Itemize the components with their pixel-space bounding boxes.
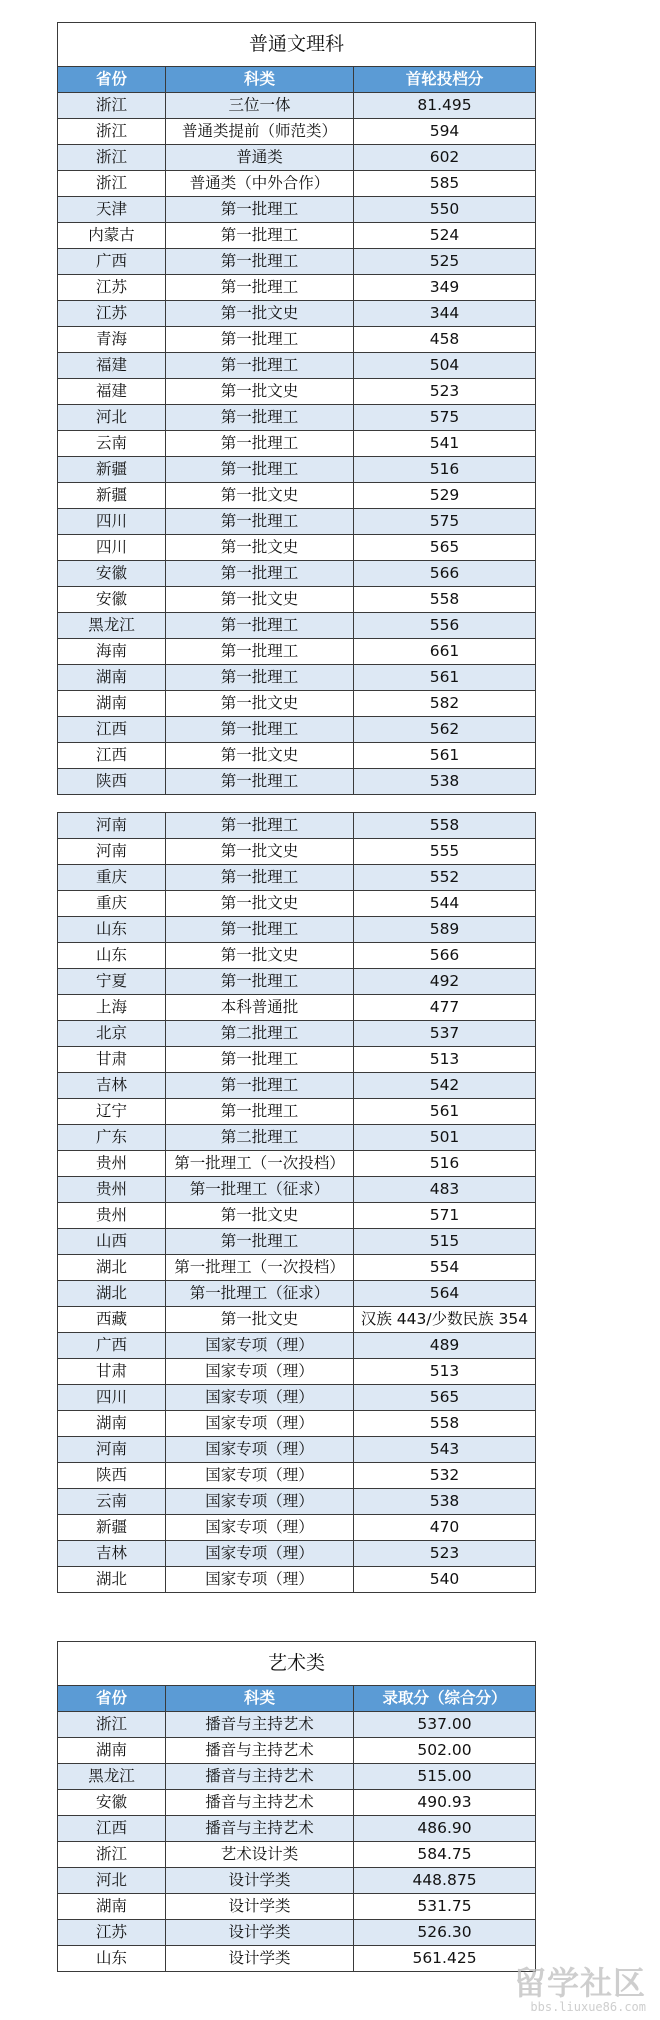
art-admission-table — [57, 1641, 535, 1972]
table-row — [58, 865, 536, 891]
cell-province: 吉林 — [58, 1541, 166, 1567]
cell-score: 556 — [354, 613, 536, 639]
table-row — [58, 1489, 536, 1515]
cell-category: 第一批文史 — [166, 535, 354, 561]
cell-category: 第一批理工 — [166, 249, 354, 275]
cell-score: 542 — [354, 1073, 536, 1099]
cell-province: 福建 — [58, 379, 166, 405]
cell-category: 普通类 — [166, 145, 354, 171]
cell-category: 第一批理工（一次投档） — [166, 1255, 354, 1281]
table-row — [58, 1738, 536, 1764]
table-row — [58, 769, 536, 795]
cell-province: 黑龙江 — [58, 1764, 166, 1790]
cell-province: 安徽 — [58, 1790, 166, 1816]
cell-score: 594 — [354, 119, 536, 145]
cell-category: 本科普通批 — [166, 995, 354, 1021]
table-row — [58, 1764, 536, 1790]
cell-category: 国家专项（理） — [166, 1515, 354, 1541]
cell-category: 第一批文史 — [166, 1203, 354, 1229]
cell-category: 艺术设计类 — [166, 1842, 354, 1868]
cell-category: 第一批理工（征求） — [166, 1177, 354, 1203]
cell-category: 第一批文史 — [166, 301, 354, 327]
table-row — [58, 1073, 536, 1099]
table-row — [58, 405, 536, 431]
table-row — [58, 717, 536, 743]
table-row — [58, 1229, 536, 1255]
table-row — [58, 665, 536, 691]
cell-score: 558 — [354, 1411, 536, 1437]
cell-score: 81.495 — [354, 93, 536, 119]
table-row — [58, 1437, 536, 1463]
table-row — [58, 587, 536, 613]
table-title: 普通文理科 — [58, 23, 536, 67]
cell-score: 504 — [354, 353, 536, 379]
cell-province: 湖南 — [58, 665, 166, 691]
cell-score: 558 — [354, 813, 536, 839]
cell-score: 575 — [354, 509, 536, 535]
cell-province: 贵州 — [58, 1177, 166, 1203]
cell-score: 532 — [354, 1463, 536, 1489]
table-title: 艺术类 — [58, 1642, 536, 1686]
cell-province: 陕西 — [58, 1463, 166, 1489]
table-row — [58, 1411, 536, 1437]
cell-score: 492 — [354, 969, 536, 995]
table-row — [58, 943, 536, 969]
table-row — [58, 917, 536, 943]
table-row — [58, 1359, 536, 1385]
cell-category: 第一批文史 — [166, 943, 354, 969]
table-title-row — [58, 23, 536, 67]
cell-score: 540 — [354, 1567, 536, 1593]
cell-province: 陕西 — [58, 769, 166, 795]
cell-score: 516 — [354, 457, 536, 483]
cell-province: 河南 — [58, 1437, 166, 1463]
cell-score: 537.00 — [354, 1712, 536, 1738]
cell-province: 甘肃 — [58, 1047, 166, 1073]
cell-category: 播音与主持艺术 — [166, 1712, 354, 1738]
cell-score: 525 — [354, 249, 536, 275]
cell-category: 第一批理工 — [166, 1099, 354, 1125]
column-header-category: 科类 — [166, 1686, 354, 1712]
cell-province: 福建 — [58, 353, 166, 379]
table-row — [58, 301, 536, 327]
table-row — [58, 1946, 536, 1972]
table-row — [58, 1920, 536, 1946]
cell-category: 第一批文史 — [166, 587, 354, 613]
table-row — [58, 1307, 536, 1333]
cell-category: 第一批理工 — [166, 327, 354, 353]
cell-province: 四川 — [58, 509, 166, 535]
table-row — [58, 1868, 536, 1894]
cell-province: 浙江 — [58, 145, 166, 171]
cell-province: 湖南 — [58, 691, 166, 717]
cell-category: 国家专项（理） — [166, 1385, 354, 1411]
cell-province: 江苏 — [58, 275, 166, 301]
cell-province: 河南 — [58, 813, 166, 839]
cell-score: 561.425 — [354, 1946, 536, 1972]
table-row — [58, 1203, 536, 1229]
cell-score: 513 — [354, 1359, 536, 1385]
cell-score: 538 — [354, 1489, 536, 1515]
cell-score: 544 — [354, 891, 536, 917]
table-header-row — [58, 1686, 536, 1712]
cell-score: 565 — [354, 535, 536, 561]
cell-province: 河南 — [58, 839, 166, 865]
cell-province: 江苏 — [58, 301, 166, 327]
cell-province: 贵州 — [58, 1203, 166, 1229]
cell-score: 565 — [354, 1385, 536, 1411]
table-row — [58, 1541, 536, 1567]
cell-score: 582 — [354, 691, 536, 717]
cell-province: 西藏 — [58, 1307, 166, 1333]
cell-score: 502.00 — [354, 1738, 536, 1764]
cell-score: 541 — [354, 431, 536, 457]
cell-score: 561 — [354, 665, 536, 691]
cell-category: 第一批文史 — [166, 839, 354, 865]
cell-score: 489 — [354, 1333, 536, 1359]
table-row — [58, 431, 536, 457]
cell-score: 523 — [354, 379, 536, 405]
cell-province: 河北 — [58, 1868, 166, 1894]
table-row — [58, 561, 536, 587]
cell-province: 北京 — [58, 1021, 166, 1047]
cell-score: 564 — [354, 1281, 536, 1307]
cell-province: 湖北 — [58, 1567, 166, 1593]
cell-category: 第一批理工 — [166, 197, 354, 223]
table-row — [58, 509, 536, 535]
cell-province: 浙江 — [58, 1712, 166, 1738]
cell-category: 第一批理工 — [166, 1073, 354, 1099]
cell-province: 湖南 — [58, 1894, 166, 1920]
watermark-url: bbs.liuxue86.com — [530, 2000, 646, 2014]
cell-province: 江苏 — [58, 1920, 166, 1946]
cell-category: 第一批文史 — [166, 379, 354, 405]
cell-score: 589 — [354, 917, 536, 943]
cell-score: 558 — [354, 587, 536, 613]
cell-category: 第一批文史 — [166, 891, 354, 917]
cell-score: 458 — [354, 327, 536, 353]
cell-score: 584.75 — [354, 1842, 536, 1868]
cell-category: 第二批理工 — [166, 1021, 354, 1047]
cell-category: 第一批理工 — [166, 431, 354, 457]
cell-category: 第二批理工 — [166, 1125, 354, 1151]
cell-score: 661 — [354, 639, 536, 665]
table-row — [58, 1255, 536, 1281]
table-row — [58, 969, 536, 995]
table-row — [58, 1842, 536, 1868]
cell-province: 黑龙江 — [58, 613, 166, 639]
cell-category: 播音与主持艺术 — [166, 1764, 354, 1790]
cell-province: 江西 — [58, 717, 166, 743]
table-row — [58, 1894, 536, 1920]
cell-province: 新疆 — [58, 457, 166, 483]
cell-province: 浙江 — [58, 1842, 166, 1868]
cell-category: 国家专项（理） — [166, 1359, 354, 1385]
cell-province: 江西 — [58, 743, 166, 769]
table-row — [58, 1790, 536, 1816]
cell-score: 513 — [354, 1047, 536, 1073]
table-row — [58, 1515, 536, 1541]
cell-score: 524 — [354, 223, 536, 249]
cell-province: 甘肃 — [58, 1359, 166, 1385]
cell-province: 山东 — [58, 917, 166, 943]
table-row — [58, 223, 536, 249]
cell-province: 内蒙古 — [58, 223, 166, 249]
table-title-row — [58, 1642, 536, 1686]
cell-score: 470 — [354, 1515, 536, 1541]
cell-category: 播音与主持艺术 — [166, 1738, 354, 1764]
cell-province: 浙江 — [58, 93, 166, 119]
cell-category: 第一批理工 — [166, 509, 354, 535]
cell-score: 575 — [354, 405, 536, 431]
cell-province: 浙江 — [58, 171, 166, 197]
cell-category: 播音与主持艺术 — [166, 1790, 354, 1816]
watermark-text: 留学社区 — [513, 1964, 646, 2002]
cell-province: 江西 — [58, 1816, 166, 1842]
cell-score: 486.90 — [354, 1816, 536, 1842]
table-row — [58, 1021, 536, 1047]
cell-score: 555 — [354, 839, 536, 865]
table-row — [58, 1125, 536, 1151]
table-row — [58, 813, 536, 839]
cell-category: 第一批理工 — [166, 639, 354, 665]
cell-score: 602 — [354, 145, 536, 171]
column-header-score: 首轮投档分 — [354, 67, 536, 93]
cell-category: 设计学类 — [166, 1894, 354, 1920]
column-header-province: 省份 — [58, 67, 166, 93]
cell-province: 天津 — [58, 197, 166, 223]
cell-score: 483 — [354, 1177, 536, 1203]
cell-province: 山东 — [58, 1946, 166, 1972]
table-row — [58, 639, 536, 665]
cell-province: 宁夏 — [58, 969, 166, 995]
cell-score: 571 — [354, 1203, 536, 1229]
cell-score: 538 — [354, 769, 536, 795]
cell-province: 云南 — [58, 431, 166, 457]
cell-province: 广西 — [58, 1333, 166, 1359]
table-row — [58, 995, 536, 1021]
table-row — [58, 197, 536, 223]
cell-score: 566 — [354, 561, 536, 587]
cell-category: 第一批理工 — [166, 769, 354, 795]
cell-score: 344 — [354, 301, 536, 327]
cell-province: 海南 — [58, 639, 166, 665]
cell-province: 青海 — [58, 327, 166, 353]
cell-category: 第一批理工 — [166, 1047, 354, 1073]
table-row — [58, 743, 536, 769]
cell-category: 国家专项（理） — [166, 1567, 354, 1593]
table-row — [58, 1463, 536, 1489]
cell-category: 三位一体 — [166, 93, 354, 119]
cell-province: 广西 — [58, 249, 166, 275]
cell-category: 第一批文史 — [166, 483, 354, 509]
cell-category: 第一批理工 — [166, 665, 354, 691]
cell-province: 上海 — [58, 995, 166, 1021]
cell-category: 第一批理工 — [166, 613, 354, 639]
cell-province: 吉林 — [58, 1073, 166, 1099]
cell-score: 515.00 — [354, 1764, 536, 1790]
table-row — [58, 93, 536, 119]
cell-score: 516 — [354, 1151, 536, 1177]
cell-category: 第一批理工 — [166, 405, 354, 431]
cell-province: 广东 — [58, 1125, 166, 1151]
cell-category: 第一批理工（征求） — [166, 1281, 354, 1307]
cell-province: 山西 — [58, 1229, 166, 1255]
table-row — [58, 1567, 536, 1593]
cell-score: 529 — [354, 483, 536, 509]
table-header-row — [58, 67, 536, 93]
cell-category: 国家专项（理） — [166, 1333, 354, 1359]
cell-score: 561 — [354, 1099, 536, 1125]
cell-score: 汉族 443/少数民族 354 — [354, 1307, 536, 1333]
column-header-category: 科类 — [166, 67, 354, 93]
cell-province: 贵州 — [58, 1151, 166, 1177]
cell-province: 四川 — [58, 1385, 166, 1411]
cell-score: 543 — [354, 1437, 536, 1463]
table-row — [58, 275, 536, 301]
cell-category: 第一批理工 — [166, 969, 354, 995]
cell-category: 第一批理工 — [166, 223, 354, 249]
table-row — [58, 1151, 536, 1177]
table-row — [58, 353, 536, 379]
cell-category: 设计学类 — [166, 1868, 354, 1894]
cell-category: 国家专项（理） — [166, 1411, 354, 1437]
table-row — [58, 1047, 536, 1073]
cell-score: 490.93 — [354, 1790, 536, 1816]
cell-province: 重庆 — [58, 891, 166, 917]
table-row — [58, 613, 536, 639]
cell-category: 国家专项（理） — [166, 1437, 354, 1463]
cell-category: 第一批理工（一次投档） — [166, 1151, 354, 1177]
cell-score: 526.30 — [354, 1920, 536, 1946]
table-row — [58, 119, 536, 145]
cell-province: 辽宁 — [58, 1099, 166, 1125]
cell-category: 普通类提前（师范类） — [166, 119, 354, 145]
table-row — [58, 839, 536, 865]
regular-admission-table-part1 — [57, 22, 535, 795]
cell-category: 第一批理工 — [166, 561, 354, 587]
cell-province: 新疆 — [58, 483, 166, 509]
table-row — [58, 1099, 536, 1125]
cell-score: 561 — [354, 743, 536, 769]
cell-province: 安徽 — [58, 587, 166, 613]
cell-province: 湖南 — [58, 1738, 166, 1764]
cell-category: 第一批文史 — [166, 743, 354, 769]
cell-category: 第一批理工 — [166, 275, 354, 301]
cell-province: 河北 — [58, 405, 166, 431]
table-row — [58, 327, 536, 353]
cell-category: 国家专项（理） — [166, 1463, 354, 1489]
cell-category: 第一批理工 — [166, 917, 354, 943]
column-header-province: 省份 — [58, 1686, 166, 1712]
table-row — [58, 891, 536, 917]
cell-category: 国家专项（理） — [166, 1489, 354, 1515]
cell-province: 重庆 — [58, 865, 166, 891]
cell-score: 531.75 — [354, 1894, 536, 1920]
cell-category: 设计学类 — [166, 1946, 354, 1972]
cell-province: 湖北 — [58, 1255, 166, 1281]
cell-score: 537 — [354, 1021, 536, 1047]
table-row — [58, 145, 536, 171]
cell-category: 国家专项（理） — [166, 1541, 354, 1567]
cell-category: 第一批理工 — [166, 353, 354, 379]
cell-category: 第一批理工 — [166, 1229, 354, 1255]
cell-category: 第一批理工 — [166, 865, 354, 891]
cell-score: 554 — [354, 1255, 536, 1281]
cell-category: 播音与主持艺术 — [166, 1816, 354, 1842]
table-row — [58, 1281, 536, 1307]
table-row — [58, 483, 536, 509]
cell-province: 安徽 — [58, 561, 166, 587]
cell-category: 设计学类 — [166, 1920, 354, 1946]
cell-category: 普通类（中外合作） — [166, 171, 354, 197]
table-row — [58, 1333, 536, 1359]
cell-score: 501 — [354, 1125, 536, 1151]
cell-score: 515 — [354, 1229, 536, 1255]
table-row — [58, 535, 536, 561]
cell-province: 湖南 — [58, 1411, 166, 1437]
table-row — [58, 379, 536, 405]
cell-score: 566 — [354, 943, 536, 969]
table-row — [58, 1816, 536, 1842]
cell-score: 523 — [354, 1541, 536, 1567]
table-row — [58, 1385, 536, 1411]
table-row — [58, 171, 536, 197]
table-row — [58, 1177, 536, 1203]
watermark — [514, 1966, 646, 2014]
cell-province: 浙江 — [58, 119, 166, 145]
column-header-score: 录取分（综合分） — [354, 1686, 536, 1712]
table-row — [58, 249, 536, 275]
cell-score: 448.875 — [354, 1868, 536, 1894]
cell-province: 四川 — [58, 535, 166, 561]
cell-score: 552 — [354, 865, 536, 891]
table-row — [58, 691, 536, 717]
cell-score: 562 — [354, 717, 536, 743]
table-row — [58, 1712, 536, 1738]
cell-province: 云南 — [58, 1489, 166, 1515]
cell-category: 第一批理工 — [166, 813, 354, 839]
cell-province: 新疆 — [58, 1515, 166, 1541]
cell-province: 湖北 — [58, 1281, 166, 1307]
cell-category: 第一批理工 — [166, 457, 354, 483]
cell-score: 349 — [354, 275, 536, 301]
cell-category: 第一批文史 — [166, 691, 354, 717]
cell-province: 山东 — [58, 943, 166, 969]
regular-admission-table-part2 — [57, 812, 535, 1593]
cell-category: 第一批文史 — [166, 1307, 354, 1333]
cell-category: 第一批理工 — [166, 717, 354, 743]
cell-score: 585 — [354, 171, 536, 197]
cell-score: 477 — [354, 995, 536, 1021]
table-row — [58, 457, 536, 483]
cell-score: 550 — [354, 197, 536, 223]
